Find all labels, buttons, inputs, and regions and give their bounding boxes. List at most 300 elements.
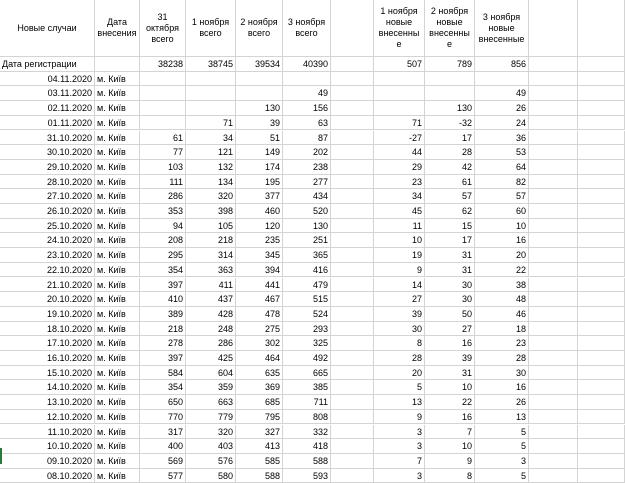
value-cell[interactable] [529, 248, 578, 263]
value-cell[interactable] [140, 116, 186, 131]
value-cell[interactable]: 365 [283, 248, 331, 263]
value-cell[interactable] [331, 263, 374, 278]
value-cell[interactable]: 520 [283, 204, 331, 219]
value-cell[interactable]: 5 [475, 425, 529, 440]
value-cell[interactable]: 359 [186, 380, 236, 395]
value-cell[interactable] [425, 86, 475, 101]
value-cell[interactable] [529, 204, 578, 219]
value-cell[interactable]: 397 [140, 278, 186, 293]
date-cell[interactable]: 17.10.2020 [0, 336, 95, 351]
value-cell[interactable]: 588 [283, 454, 331, 469]
value-cell[interactable]: 27 [425, 322, 475, 337]
value-cell[interactable]: 77 [140, 145, 186, 160]
header-cell[interactable]: Новые случаи [0, 0, 95, 57]
header-cell[interactable]: 1 ноября всего [186, 0, 236, 57]
value-cell[interactable] [529, 219, 578, 234]
value-cell[interactable]: 400 [140, 439, 186, 454]
region-cell[interactable]: м. Київ [95, 322, 140, 337]
value-cell[interactable]: 238 [283, 160, 331, 175]
value-cell[interactable] [331, 160, 374, 175]
value-cell[interactable]: 26 [475, 101, 529, 116]
region-cell[interactable]: м. Київ [95, 101, 140, 116]
value-cell[interactable] [331, 189, 374, 204]
value-cell[interactable] [140, 86, 186, 101]
value-cell[interactable]: 295 [140, 248, 186, 263]
value-cell[interactable] [578, 454, 625, 469]
value-cell[interactable]: 28 [425, 145, 475, 160]
value-cell[interactable]: 293 [283, 322, 331, 337]
value-cell[interactable]: 577 [140, 469, 186, 483]
value-cell[interactable]: 57 [475, 189, 529, 204]
value-cell[interactable] [578, 425, 625, 440]
value-cell[interactable] [331, 145, 374, 160]
region-cell[interactable]: м. Київ [95, 263, 140, 278]
value-cell[interactable]: 235 [236, 233, 283, 248]
value-cell[interactable]: 286 [186, 336, 236, 351]
value-cell[interactable]: 130 [425, 101, 475, 116]
value-cell[interactable]: 50 [425, 307, 475, 322]
value-cell[interactable] [529, 366, 578, 381]
value-cell[interactable]: 11 [374, 219, 425, 234]
date-cell[interactable]: 31.10.2020 [0, 131, 95, 146]
region-cell[interactable]: м. Київ [95, 366, 140, 381]
value-cell[interactable] [529, 86, 578, 101]
header-cell[interactable]: Дата внесения [95, 0, 140, 57]
value-cell[interactable]: 665 [283, 366, 331, 381]
value-cell[interactable]: 434 [283, 189, 331, 204]
value-cell[interactable] [578, 160, 625, 175]
value-cell[interactable]: 398 [186, 204, 236, 219]
value-cell[interactable]: 31 [425, 248, 475, 263]
value-cell[interactable]: 394 [236, 263, 283, 278]
summary-cell[interactable] [578, 57, 625, 72]
value-cell[interactable] [374, 101, 425, 116]
value-cell[interactable]: 345 [236, 248, 283, 263]
region-cell[interactable]: м. Київ [95, 72, 140, 87]
value-cell[interactable] [331, 366, 374, 381]
value-cell[interactable]: 10 [374, 233, 425, 248]
value-cell[interactable]: 8 [374, 336, 425, 351]
value-cell[interactable]: 42 [425, 160, 475, 175]
region-cell[interactable]: м. Київ [95, 292, 140, 307]
region-cell[interactable]: м. Київ [95, 116, 140, 131]
value-cell[interactable] [529, 336, 578, 351]
value-cell[interactable]: 17 [425, 131, 475, 146]
date-cell[interactable]: 26.10.2020 [0, 204, 95, 219]
value-cell[interactable]: 795 [236, 410, 283, 425]
date-cell[interactable]: 27.10.2020 [0, 189, 95, 204]
value-cell[interactable]: 317 [140, 425, 186, 440]
value-cell[interactable]: 248 [186, 322, 236, 337]
value-cell[interactable]: 28 [475, 351, 529, 366]
value-cell[interactable] [331, 410, 374, 425]
value-cell[interactable] [578, 351, 625, 366]
value-cell[interactable] [331, 72, 374, 87]
value-cell[interactable]: 9 [374, 410, 425, 425]
value-cell[interactable]: 130 [283, 219, 331, 234]
date-cell[interactable]: 18.10.2020 [0, 322, 95, 337]
region-cell[interactable]: м. Київ [95, 189, 140, 204]
region-cell[interactable]: м. Київ [95, 219, 140, 234]
value-cell[interactable]: 10 [425, 439, 475, 454]
value-cell[interactable]: 195 [236, 175, 283, 190]
value-cell[interactable] [331, 233, 374, 248]
value-cell[interactable]: 327 [236, 425, 283, 440]
value-cell[interactable]: 29 [374, 160, 425, 175]
value-cell[interactable] [186, 72, 236, 87]
value-cell[interactable]: 3 [374, 439, 425, 454]
value-cell[interactable]: 478 [236, 307, 283, 322]
region-cell[interactable]: м. Київ [95, 469, 140, 483]
value-cell[interactable] [529, 307, 578, 322]
region-cell[interactable]: м. Київ [95, 204, 140, 219]
value-cell[interactable]: 31 [425, 263, 475, 278]
header-cell[interactable] [331, 0, 374, 57]
value-cell[interactable]: 23 [475, 336, 529, 351]
value-cell[interactable] [578, 307, 625, 322]
summary-cell[interactable] [95, 57, 140, 72]
value-cell[interactable]: 57 [425, 189, 475, 204]
date-cell[interactable]: 24.10.2020 [0, 233, 95, 248]
value-cell[interactable]: 7 [374, 454, 425, 469]
value-cell[interactable] [529, 454, 578, 469]
region-cell[interactable]: м. Київ [95, 278, 140, 293]
value-cell[interactable]: 202 [283, 145, 331, 160]
value-cell[interactable]: 61 [425, 175, 475, 190]
header-cell[interactable]: 31 октября всего [140, 0, 186, 57]
value-cell[interactable]: 354 [140, 380, 186, 395]
value-cell[interactable]: 30 [425, 292, 475, 307]
value-cell[interactable]: 30 [374, 322, 425, 337]
summary-cell[interactable]: 507 [374, 57, 425, 72]
region-cell[interactable]: м. Київ [95, 307, 140, 322]
value-cell[interactable] [331, 307, 374, 322]
value-cell[interactable]: 45 [374, 204, 425, 219]
value-cell[interactable]: 515 [283, 292, 331, 307]
region-cell[interactable]: м. Київ [95, 439, 140, 454]
value-cell[interactable] [529, 101, 578, 116]
value-cell[interactable]: 46 [475, 307, 529, 322]
value-cell[interactable]: 38 [475, 278, 529, 293]
value-cell[interactable]: 30 [475, 366, 529, 381]
value-cell[interactable] [236, 72, 283, 87]
value-cell[interactable]: 26 [475, 395, 529, 410]
value-cell[interactable]: 82 [475, 175, 529, 190]
value-cell[interactable] [331, 322, 374, 337]
value-cell[interactable]: 492 [283, 351, 331, 366]
value-cell[interactable]: 16 [475, 233, 529, 248]
value-cell[interactable]: 71 [374, 116, 425, 131]
value-cell[interactable]: 23 [374, 175, 425, 190]
value-cell[interactable] [578, 322, 625, 337]
summary-cell[interactable]: 38745 [186, 57, 236, 72]
value-cell[interactable]: 397 [140, 351, 186, 366]
value-cell[interactable]: 39 [236, 116, 283, 131]
value-cell[interactable]: 156 [283, 101, 331, 116]
value-cell[interactable]: 39 [374, 307, 425, 322]
value-cell[interactable]: 16 [475, 380, 529, 395]
value-cell[interactable]: 389 [140, 307, 186, 322]
value-cell[interactable]: 10 [425, 380, 475, 395]
value-cell[interactable] [331, 439, 374, 454]
region-cell[interactable]: м. Київ [95, 395, 140, 410]
value-cell[interactable]: 425 [186, 351, 236, 366]
value-cell[interactable]: 416 [283, 263, 331, 278]
value-cell[interactable]: 208 [140, 233, 186, 248]
value-cell[interactable] [578, 395, 625, 410]
value-cell[interactable] [529, 278, 578, 293]
value-cell[interactable] [578, 204, 625, 219]
value-cell[interactable]: 105 [186, 219, 236, 234]
value-cell[interactable] [578, 219, 625, 234]
value-cell[interactable] [529, 439, 578, 454]
value-cell[interactable] [578, 469, 625, 483]
value-cell[interactable]: 353 [140, 204, 186, 219]
value-cell[interactable] [529, 160, 578, 175]
value-cell[interactable]: 332 [283, 425, 331, 440]
value-cell[interactable]: 418 [283, 439, 331, 454]
date-cell[interactable]: 10.10.2020 [0, 439, 95, 454]
date-cell[interactable]: 12.10.2020 [0, 410, 95, 425]
value-cell[interactable]: 363 [186, 263, 236, 278]
region-cell[interactable]: м. Київ [95, 410, 140, 425]
value-cell[interactable] [331, 204, 374, 219]
value-cell[interactable]: 5 [475, 469, 529, 483]
value-cell[interactable] [331, 278, 374, 293]
value-cell[interactable] [578, 175, 625, 190]
value-cell[interactable]: 325 [283, 336, 331, 351]
value-cell[interactable] [140, 101, 186, 116]
summary-cell[interactable] [529, 57, 578, 72]
header-cell[interactable] [529, 0, 578, 57]
value-cell[interactable] [331, 175, 374, 190]
date-cell[interactable]: 30.10.2020 [0, 145, 95, 160]
value-cell[interactable] [578, 380, 625, 395]
value-cell[interactable]: 13 [475, 410, 529, 425]
value-cell[interactable]: 27 [374, 292, 425, 307]
value-cell[interactable]: 15 [425, 219, 475, 234]
value-cell[interactable]: 286 [140, 189, 186, 204]
region-cell[interactable]: м. Київ [95, 248, 140, 263]
value-cell[interactable]: 403 [186, 439, 236, 454]
value-cell[interactable]: 34 [374, 189, 425, 204]
value-cell[interactable] [331, 86, 374, 101]
value-cell[interactable] [578, 116, 625, 131]
value-cell[interactable] [529, 233, 578, 248]
date-cell[interactable]: 28.10.2020 [0, 175, 95, 190]
value-cell[interactable]: 770 [140, 410, 186, 425]
value-cell[interactable]: 5 [475, 439, 529, 454]
value-cell[interactable]: 9 [425, 454, 475, 469]
value-cell[interactable]: 437 [186, 292, 236, 307]
region-cell[interactable]: м. Київ [95, 160, 140, 175]
value-cell[interactable]: 120 [236, 219, 283, 234]
value-cell[interactable] [578, 410, 625, 425]
value-cell[interactable]: 524 [283, 307, 331, 322]
value-cell[interactable]: 218 [186, 233, 236, 248]
value-cell[interactable] [578, 131, 625, 146]
value-cell[interactable]: -27 [374, 131, 425, 146]
value-cell[interactable]: 94 [140, 219, 186, 234]
value-cell[interactable]: 149 [236, 145, 283, 160]
value-cell[interactable]: 51 [236, 131, 283, 146]
value-cell[interactable] [529, 263, 578, 278]
region-cell[interactable]: м. Київ [95, 454, 140, 469]
value-cell[interactable]: 53 [475, 145, 529, 160]
summary-cell[interactable]: Дата регистрации [0, 57, 95, 72]
value-cell[interactable]: 467 [236, 292, 283, 307]
value-cell[interactable] [529, 175, 578, 190]
value-cell[interactable]: 413 [236, 439, 283, 454]
value-cell[interactable]: 588 [236, 469, 283, 483]
header-cell[interactable]: 3 ноября всего [283, 0, 331, 57]
value-cell[interactable] [578, 292, 625, 307]
region-cell[interactable]: м. Київ [95, 145, 140, 160]
region-cell[interactable]: м. Київ [95, 336, 140, 351]
value-cell[interactable] [529, 395, 578, 410]
value-cell[interactable]: 218 [140, 322, 186, 337]
value-cell[interactable] [578, 145, 625, 160]
date-cell[interactable]: 16.10.2020 [0, 351, 95, 366]
value-cell[interactable] [578, 439, 625, 454]
value-cell[interactable]: 30 [425, 278, 475, 293]
date-cell[interactable]: 20.10.2020 [0, 292, 95, 307]
value-cell[interactable] [529, 410, 578, 425]
value-cell[interactable]: -32 [425, 116, 475, 131]
value-cell[interactable]: 278 [140, 336, 186, 351]
value-cell[interactable]: 650 [140, 395, 186, 410]
value-cell[interactable]: 464 [236, 351, 283, 366]
value-cell[interactable]: 31 [425, 366, 475, 381]
value-cell[interactable]: 580 [186, 469, 236, 483]
value-cell[interactable]: 3 [374, 469, 425, 483]
value-cell[interactable]: 7 [425, 425, 475, 440]
value-cell[interactable] [578, 233, 625, 248]
summary-cell[interactable] [331, 57, 374, 72]
value-cell[interactable]: 711 [283, 395, 331, 410]
value-cell[interactable]: 479 [283, 278, 331, 293]
value-cell[interactable]: 49 [475, 86, 529, 101]
value-cell[interactable] [374, 72, 425, 87]
value-cell[interactable] [578, 366, 625, 381]
value-cell[interactable]: 369 [236, 380, 283, 395]
value-cell[interactable]: 24 [475, 116, 529, 131]
value-cell[interactable]: 385 [283, 380, 331, 395]
date-cell[interactable]: 15.10.2020 [0, 366, 95, 381]
value-cell[interactable]: 36 [475, 131, 529, 146]
value-cell[interactable]: 44 [374, 145, 425, 160]
value-cell[interactable]: 320 [186, 189, 236, 204]
value-cell[interactable] [529, 189, 578, 204]
value-cell[interactable]: 121 [186, 145, 236, 160]
region-cell[interactable]: м. Київ [95, 351, 140, 366]
region-cell[interactable]: м. Київ [95, 425, 140, 440]
value-cell[interactable]: 174 [236, 160, 283, 175]
value-cell[interactable]: 28 [374, 351, 425, 366]
value-cell[interactable]: 460 [236, 204, 283, 219]
value-cell[interactable]: 64 [475, 160, 529, 175]
value-cell[interactable]: 49 [283, 86, 331, 101]
summary-cell[interactable]: 39534 [236, 57, 283, 72]
value-cell[interactable]: 277 [283, 175, 331, 190]
value-cell[interactable]: 685 [236, 395, 283, 410]
value-cell[interactable] [578, 189, 625, 204]
region-cell[interactable]: м. Київ [95, 175, 140, 190]
header-cell[interactable]: 1 ноября новые внесенны е [374, 0, 425, 57]
value-cell[interactable]: 16 [425, 336, 475, 351]
region-cell[interactable]: м. Київ [95, 86, 140, 101]
value-cell[interactable]: 569 [140, 454, 186, 469]
value-cell[interactable]: 111 [140, 175, 186, 190]
date-cell[interactable]: 02.11.2020 [0, 101, 95, 116]
value-cell[interactable]: 16 [425, 410, 475, 425]
value-cell[interactable] [529, 145, 578, 160]
value-cell[interactable] [578, 336, 625, 351]
value-cell[interactable]: 62 [425, 204, 475, 219]
value-cell[interactable]: 3 [475, 454, 529, 469]
value-cell[interactable]: 60 [475, 204, 529, 219]
value-cell[interactable] [331, 425, 374, 440]
value-cell[interactable] [283, 72, 331, 87]
date-cell[interactable]: 08.10.2020 [0, 469, 95, 483]
value-cell[interactable]: 87 [283, 131, 331, 146]
date-cell[interactable]: 03.11.2020 [0, 86, 95, 101]
date-cell[interactable]: 01.11.2020 [0, 116, 95, 131]
summary-cell[interactable]: 789 [425, 57, 475, 72]
value-cell[interactable] [331, 395, 374, 410]
value-cell[interactable]: 411 [186, 278, 236, 293]
value-cell[interactable] [236, 86, 283, 101]
value-cell[interactable]: 103 [140, 160, 186, 175]
value-cell[interactable] [578, 101, 625, 116]
value-cell[interactable] [529, 380, 578, 395]
value-cell[interactable]: 441 [236, 278, 283, 293]
date-cell[interactable]: 09.10.2020 [0, 454, 95, 469]
value-cell[interactable] [529, 292, 578, 307]
value-cell[interactable] [331, 131, 374, 146]
date-cell[interactable]: 11.10.2020 [0, 425, 95, 440]
region-cell[interactable]: м. Київ [95, 233, 140, 248]
value-cell[interactable]: 410 [140, 292, 186, 307]
value-cell[interactable]: 275 [236, 322, 283, 337]
region-cell[interactable]: м. Київ [95, 131, 140, 146]
value-cell[interactable]: 320 [186, 425, 236, 440]
value-cell[interactable] [529, 116, 578, 131]
value-cell[interactable]: 13 [374, 395, 425, 410]
value-cell[interactable]: 34 [186, 131, 236, 146]
value-cell[interactable] [529, 322, 578, 337]
summary-cell[interactable]: 38238 [140, 57, 186, 72]
date-cell[interactable]: 14.10.2020 [0, 380, 95, 395]
value-cell[interactable] [140, 72, 186, 87]
date-cell[interactable]: 04.11.2020 [0, 72, 95, 87]
value-cell[interactable] [475, 72, 529, 87]
value-cell[interactable]: 314 [186, 248, 236, 263]
value-cell[interactable] [578, 72, 625, 87]
date-cell[interactable]: 19.10.2020 [0, 307, 95, 322]
region-cell[interactable]: м. Київ [95, 380, 140, 395]
date-cell[interactable]: 21.10.2020 [0, 278, 95, 293]
value-cell[interactable] [331, 219, 374, 234]
value-cell[interactable]: 132 [186, 160, 236, 175]
value-cell[interactable] [374, 86, 425, 101]
date-cell[interactable]: 13.10.2020 [0, 395, 95, 410]
value-cell[interactable]: 61 [140, 131, 186, 146]
value-cell[interactable]: 8 [425, 469, 475, 483]
value-cell[interactable]: 20 [475, 248, 529, 263]
date-cell[interactable]: 29.10.2020 [0, 160, 95, 175]
value-cell[interactable]: 604 [186, 366, 236, 381]
